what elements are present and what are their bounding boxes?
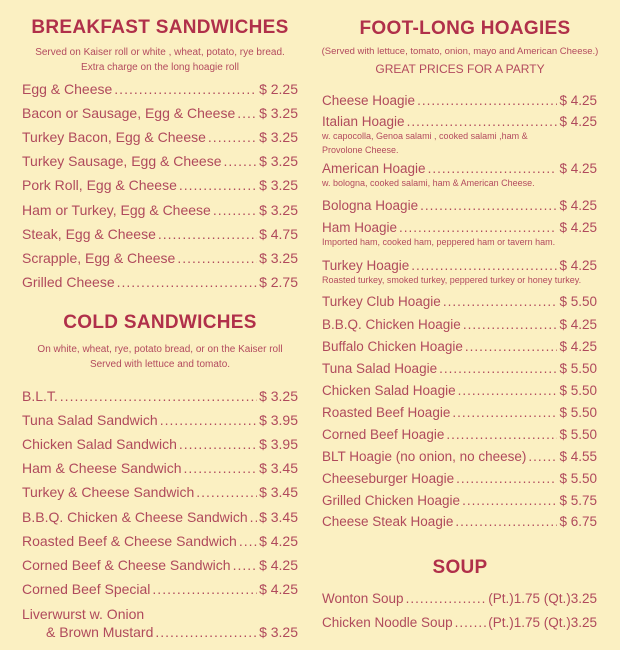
item-name: Turkey & Cheese Sandwich — [22, 484, 195, 501]
menu-item — [22, 226, 298, 242]
item-price: $ 4.25 — [559, 161, 597, 176]
item-name: Chicken Salad Hoagie — [322, 383, 456, 398]
item-name: Bacon or Sausage, Egg & Cheese — [22, 105, 236, 122]
item-price: $ 4.25 — [559, 220, 597, 235]
item-price: $ 3.45 — [259, 508, 298, 525]
menu-item — [322, 317, 597, 332]
item-price: $ 3.45 — [259, 484, 298, 501]
menu-item — [22, 274, 298, 290]
dot-leader — [208, 129, 257, 145]
dot-leader — [428, 161, 558, 176]
item-name: B.B.Q. Chicken & Cheese Sandwich — [22, 508, 248, 525]
item-name: Roasted Beef & Cheese Sandwich — [22, 532, 237, 549]
dot-leader — [177, 250, 257, 266]
item-name: B.L.T. — [22, 388, 58, 404]
item-name: Ham Hoagie — [322, 220, 398, 235]
dot-leader — [179, 177, 257, 193]
dot-leader — [455, 514, 557, 529]
item-name: Turkey Club Hoagie — [322, 294, 441, 309]
menu-item — [22, 105, 298, 121]
item-name: Grilled Cheese — [22, 273, 115, 290]
soup-title: SOUP — [432, 557, 488, 578]
menu-item — [22, 81, 298, 97]
item-price: $ 3.25 — [259, 153, 298, 170]
item-price: $ 5.50 — [559, 405, 597, 420]
item-name: Pork Roll, Egg & Cheese — [22, 177, 177, 194]
dot-leader — [463, 317, 558, 332]
dot-leader — [528, 449, 557, 464]
menu-item — [22, 202, 298, 218]
item-name: Turkey Sausage, Egg & Cheese — [22, 153, 222, 170]
breakfast-title: BREAKFAST SANDWICHES — [31, 17, 289, 38]
item-name: Corned Beef & Cheese Sandwich — [22, 556, 231, 573]
dot-leader — [237, 105, 257, 121]
item-name: Egg & Cheese — [22, 81, 113, 97]
dot-leader — [399, 220, 557, 235]
menu-item — [22, 484, 298, 500]
menu-item — [322, 615, 597, 630]
menu-item — [22, 129, 298, 145]
menu-item — [322, 427, 597, 442]
item-price: $ 3.25 — [259, 177, 298, 194]
menu-item — [322, 93, 597, 108]
menu-item — [22, 153, 298, 169]
item-name: Steak, Egg & Cheese — [22, 225, 156, 242]
menu-item — [322, 294, 597, 309]
item-name: Grilled Chicken Hoagie — [322, 493, 461, 508]
item-price: $ 4.25 — [559, 93, 597, 108]
item-price: $ 5.75 — [559, 493, 597, 508]
dot-leader — [458, 383, 558, 398]
menu-item — [322, 114, 597, 129]
item-name: Wonton Soup — [322, 591, 404, 606]
item-price: (Pt.)1.75 (Qt.)3.25 — [488, 591, 597, 606]
item-price: $ 4.75 — [259, 225, 298, 242]
menu-item — [22, 250, 298, 266]
item-name: Liverwurst w. Onion — [22, 606, 145, 622]
item-price: $ 2.25 — [259, 81, 298, 97]
item-price: $ 3.25 — [259, 624, 298, 640]
dot-leader — [158, 226, 257, 242]
item-name: Cheeseburger Hoagie — [322, 471, 455, 486]
item-price: $ 5.50 — [559, 294, 597, 309]
item-name: & Brown Mustard — [46, 624, 154, 640]
menu-item — [322, 471, 597, 486]
item-price: (Pt.)1.75 (Qt.)3.25 — [488, 615, 597, 630]
menu-item — [322, 449, 597, 464]
item-name: Scrapple, Egg & Cheese — [22, 249, 176, 266]
item-price: $ 3.25 — [259, 249, 298, 266]
item-price: $ 4.25 — [259, 556, 298, 573]
menu-item — [322, 258, 597, 273]
item-price: $ 3.95 — [259, 412, 298, 429]
item-name: Tuna Salad Hoagie — [322, 361, 438, 376]
item-price: $ 4.25 — [559, 198, 597, 213]
dot-leader — [411, 258, 557, 273]
dot-leader — [443, 294, 558, 309]
menu-item — [22, 388, 298, 404]
dot-leader — [213, 202, 257, 218]
menu-item — [22, 509, 298, 525]
dot-leader — [233, 557, 257, 573]
cold-note — [0, 342, 320, 372]
menu-item — [322, 361, 597, 376]
item-name: Cheese Steak Hoagie — [322, 514, 454, 529]
item-description: Imported ham, cooked ham, peppered ham or tavern ham. — [322, 237, 556, 247]
dot-leader — [406, 591, 487, 606]
item-name: Turkey Hoagie — [322, 258, 410, 273]
breakfast-note — [0, 45, 320, 75]
menu-item — [322, 220, 597, 235]
item-price: $ 5.50 — [559, 427, 597, 442]
menu-item — [22, 177, 298, 193]
menu-item — [22, 624, 298, 640]
item-price: $ 4.25 — [259, 532, 298, 549]
item-price: $ 5.50 — [559, 383, 597, 398]
dot-leader — [224, 153, 258, 169]
item-price: $ 3.25 — [259, 201, 298, 218]
menu-item — [22, 436, 298, 452]
dot-leader — [456, 471, 557, 486]
cold-title: COLD SANDWICHES — [63, 312, 257, 333]
dot-leader — [465, 339, 558, 354]
item-name: Turkey Bacon, Egg & Cheese — [22, 129, 206, 146]
menu-item — [322, 405, 597, 420]
dot-leader — [239, 533, 257, 549]
item-name: Bologna Hoagie — [322, 198, 419, 213]
dot-leader — [462, 493, 557, 508]
item-name: B.B.Q. Chicken Hoagie — [322, 317, 461, 332]
item-name: Ham or Turkey, Egg & Cheese — [22, 201, 211, 218]
hoagies-title: FOOT-LONG HOAGIES — [359, 18, 571, 39]
menu-item — [322, 514, 597, 529]
item-price: $ 3.25 — [259, 388, 298, 404]
menu-item — [322, 198, 597, 213]
menu-item — [322, 591, 597, 606]
item-name: Chicken Noodle Soup — [322, 615, 453, 630]
item-price: $ 4.25 — [259, 580, 298, 597]
hoagies-tagline: GREAT PRICES FOR A PARTY — [375, 62, 545, 76]
dot-leader — [446, 427, 557, 442]
item-name: American Hoagie — [322, 161, 426, 176]
dot-leader — [250, 509, 257, 525]
dot-leader — [455, 615, 487, 630]
item-price: $ 4.25 — [559, 317, 597, 332]
dot-leader — [452, 405, 557, 420]
item-name: Buffalo Chicken Hoagie — [322, 339, 463, 354]
item-description: w. capocolla, Genoa salami , cooked salami ,ham & — [322, 131, 528, 141]
menu-item — [322, 161, 597, 176]
item-description: Provolone Cheese. — [322, 145, 399, 155]
note-line: Served on Kaiser roll or white , wheat, potato, rye bread. — [35, 47, 285, 58]
dot-leader — [420, 198, 557, 213]
menu-item — [322, 493, 597, 508]
dot-leader — [117, 274, 257, 290]
item-price: $ 2.75 — [259, 273, 298, 290]
item-price: $ 4.25 — [559, 114, 597, 129]
menu-item — [22, 460, 298, 476]
menu-item — [22, 412, 298, 428]
item-name: Tuna Salad Sandwich — [22, 412, 158, 429]
dot-leader — [417, 93, 557, 108]
item-price: $ 5.50 — [559, 361, 597, 376]
item-price: $ 3.95 — [259, 436, 298, 453]
dot-leader — [60, 388, 257, 404]
item-name: Ham & Cheese Sandwich — [22, 460, 182, 477]
item-name: Italian Hoagie — [322, 114, 405, 129]
menu-item — [22, 581, 298, 597]
menu-item — [22, 533, 298, 549]
menu-item — [322, 383, 597, 398]
item-price: $ 5.50 — [559, 471, 597, 486]
item-name: Cheese Hoagie — [322, 93, 416, 108]
item-price: $ 4.55 — [559, 449, 597, 464]
dot-leader — [407, 114, 558, 129]
item-price: $ 3.25 — [259, 105, 298, 122]
item-name: BLT Hoagie (no onion, no cheese) — [322, 449, 527, 464]
dot-leader — [439, 361, 557, 376]
note-line: Served with lettuce and tomato. — [89, 359, 231, 370]
dot-leader — [179, 436, 257, 452]
hoagies-note: (Served with lettuce, tomato, onion, mayo and American Cheese.) — [321, 46, 599, 57]
dot-leader — [184, 460, 258, 476]
item-name: Corned Beef Hoagie — [322, 427, 445, 442]
dot-leader — [155, 624, 257, 640]
dot-leader — [160, 412, 257, 428]
item-price: $ 4.25 — [559, 258, 597, 273]
item-price: $ 4.25 — [559, 339, 597, 354]
note-line: On white, wheat, rye, potato bread, or on the Kaiser roll — [37, 344, 283, 355]
item-description: w. bologna, cooked salami, ham & American Cheese. — [322, 178, 535, 188]
dot-leader — [152, 581, 257, 597]
menu-item — [322, 339, 597, 354]
item-price: $ 3.25 — [259, 129, 298, 146]
menu-item — [22, 606, 298, 622]
dot-leader — [114, 81, 257, 97]
dot-leader — [196, 484, 257, 500]
item-name: Roasted Beef Hoagie — [322, 405, 451, 420]
item-name: Corned Beef Special — [22, 580, 151, 597]
menu-item — [22, 557, 298, 573]
item-price: $ 3.45 — [259, 460, 298, 477]
item-price: $ 6.75 — [559, 514, 597, 529]
note-line: Extra charge on the long hoagie roll — [81, 62, 239, 73]
item-name: Chicken Salad Sandwich — [22, 436, 177, 453]
item-description: Roasted turkey, smoked turkey, peppered turkey or honey turkey. — [322, 275, 582, 285]
